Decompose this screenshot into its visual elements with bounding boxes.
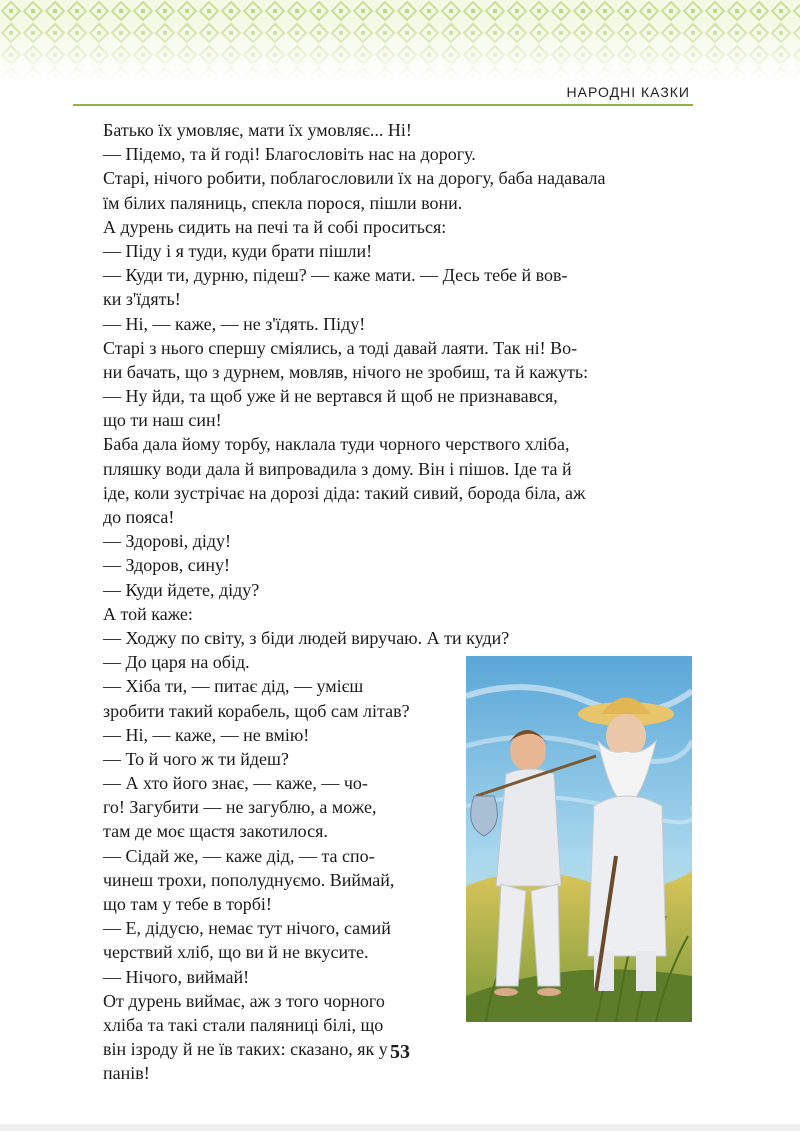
text-line: пляшку води дала й випровадила з дому. Він і пішов. Іде та й [103, 458, 572, 479]
text-line: — А хто його знає, — каже, — чо- [103, 773, 368, 794]
text-line: до пояса! [103, 507, 175, 527]
text-line: — То й чого ж ти йдеш? [103, 748, 289, 769]
text-line: — Ні, — каже, — не вмію! [103, 724, 310, 745]
text-line: що ти наш син! [103, 410, 222, 431]
header-divider [73, 104, 693, 106]
header-ornament [0, 0, 800, 80]
text-line: — Здоров, сину! [103, 555, 230, 576]
text-line: — Е, дідусю, немає тут нічого, самий [103, 918, 391, 939]
text-line: їм білих паляниць, спекла порося, пішли вони. [103, 192, 463, 213]
text-line: — Здорові, діду! [103, 531, 232, 552]
text-line: чинеш трохи, пополуднуємо. Виймай, [103, 869, 395, 890]
text-line: хліба та такі стали паляниці білі, що [103, 1014, 384, 1035]
text-line: іде, коли зустрічає на дорозі діда: такий сивий, борода біла, аж [103, 482, 586, 503]
running-header: НАРОДНІ КАЗКИ [566, 84, 690, 100]
text-line: ки з'їдять! [103, 289, 181, 310]
text-line: черствий хліб, що ви й не вкусите. [103, 942, 369, 963]
text-line: — До царя на обід. [103, 652, 250, 673]
text-line: — Куди ти, дурню, підеш? — каже мати. — Десь тебе й вов- [103, 265, 568, 286]
text-line: зробити такий корабель, щоб сам літав? [103, 700, 410, 721]
text-line: — Підемо, та й годі! Благословіть нас на дорогу. [103, 144, 476, 165]
text-line: він ізроду й не їв таких: сказано, як у [103, 1039, 388, 1060]
text-line: А той каже: [103, 603, 193, 624]
text-line: — Ну йди, та щоб уже й не вертався й щоб не признавався, [103, 386, 558, 407]
text-line: Баба дала йому торбу, наклала туди чорного черствого хліба, [103, 434, 570, 455]
text-line: — Піду і я туди, куди брати пішли! [103, 240, 373, 261]
text-line: панів! [103, 1063, 150, 1084]
page-bottom-edge [0, 1124, 800, 1131]
text-line: — Ні, — каже, — не з'їдять. Піду! [103, 313, 366, 334]
text-line: го! Загубити — не загублю, а може, [103, 797, 377, 818]
text-line: — Сідай же, — каже дід, — та спо- [103, 845, 375, 866]
text-line: А дурень сидить на печі та й собі проситься: [103, 216, 447, 237]
text-line: Старі, нічого робити, поблагословили їх на дорогу, баба надавала [103, 168, 606, 189]
story-illustration [466, 656, 692, 1022]
text-line: що там у тебе в торбі! [103, 894, 272, 914]
page-number: 53 [390, 1041, 410, 1063]
text-line: Батько їх умовляє, мати їх умовляє... Ні! [103, 120, 412, 140]
text-line: — Ходжу по світу, з біди людей виручаю. А ти куди? [103, 627, 510, 648]
text-line: — Куди йдете, діду? [103, 579, 260, 600]
text-line: — Хіба ти, — питає дід, — умієш [103, 676, 364, 697]
text-line: — Нічого, виймай! [103, 966, 250, 987]
text-line: там де моє щастя закотилося. [103, 821, 328, 842]
text-line: От дурень виймає, аж з того чорного [103, 990, 385, 1011]
text-line: Старі з нього спершу сміялись, а тоді давай лаяти. Так ні! Во- [103, 337, 578, 358]
text-line: ни бачать, що з дурнем, мовляв, нічого не зробиш, та й кажуть: [103, 361, 589, 382]
